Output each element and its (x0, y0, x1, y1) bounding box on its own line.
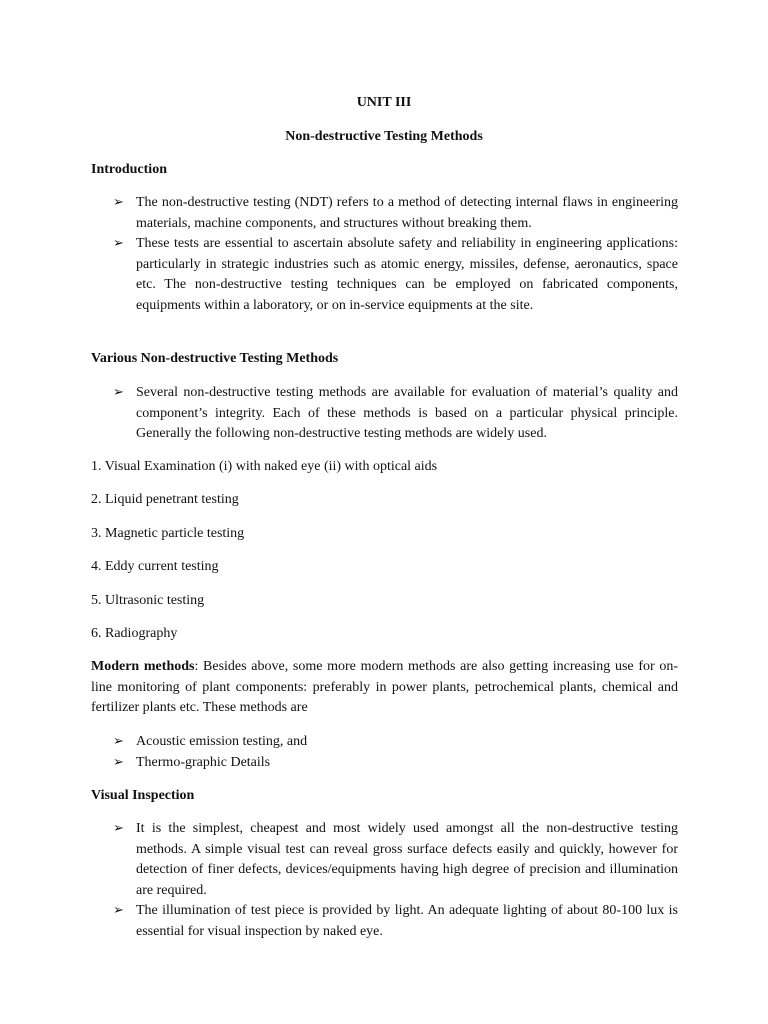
modern-methods-label: Modern methods (91, 659, 195, 674)
list-item (113, 193, 678, 234)
modern-methods-paragraph (91, 657, 678, 719)
bullet-text: The non-destructive testing (NDT) refers to a method of detecting internal flaws in engineering materials, machine components, and structures without breaking them. (136, 195, 678, 231)
modern-methods-bullets (113, 732, 678, 773)
introduction-bullets (113, 193, 678, 316)
arrow-bullet-icon: ➢ (113, 385, 124, 400)
visual-inspection-bullets (113, 819, 678, 942)
arrow-bullet-icon: ➢ (113, 754, 124, 770)
introduction-heading: Introduction (91, 162, 167, 177)
methods-heading: Various Non-destructive Testing Methods (91, 351, 339, 366)
arrow-bullet-icon: ➢ (113, 734, 124, 749)
method-item-ultrasonic: 5. Ultrasonic testing (91, 593, 205, 608)
method-item-magnetic-particle: 3. Magnetic particle testing (91, 526, 245, 541)
arrow-bullet-icon: ➢ (113, 236, 124, 251)
method-item-radiography: 6. Radiography (91, 626, 178, 641)
unit-title: UNIT III (356, 95, 412, 110)
method-item-liquid-penetrant: 2. Liquid penetrant testing (91, 492, 239, 507)
bullet-text: Several non-destructive testing methods are available for evaluation of material’s quality and component’s integrity. Each of these methods is based on a particular physical principle. Generally the following non-destructive testing methods are widely used. (136, 385, 678, 441)
list-item (113, 819, 678, 901)
bullet-text: It is the simplest, cheapest and most widely used amongst all the non-destructive testing methods. A simple visual test can reveal gross surface defects easily and quickly, however for detection of finer defects, devices/equipments having high degree of precision and illumination are required. (136, 821, 678, 898)
document-title: Non-destructive Testing Methods (285, 129, 483, 144)
list-item (113, 383, 678, 445)
bullet-text: Acoustic emission testing, and (136, 734, 308, 749)
method-item-visual: 1. Visual Examination (i) with naked eye (ii) with optical aids (91, 459, 438, 474)
arrow-bullet-icon: ➢ (113, 821, 124, 836)
methods-bullets (113, 383, 678, 445)
modern-methods-text: : Besides above, some more modern methods are also getting increasing use for on-line monitoring of plant components: preferably in power plants, petrochemical plants, chemical and fertilizer plants etc. These methods are (91, 659, 678, 715)
list-item (113, 901, 678, 942)
arrow-bullet-icon: ➢ (113, 195, 124, 210)
list-item (113, 753, 678, 774)
method-item-eddy-current: 4. Eddy current testing (91, 559, 219, 574)
list-item (113, 234, 678, 316)
list-item (113, 732, 678, 753)
bullet-text: Thermo-graphic Details (136, 754, 271, 770)
visual-inspection-heading: Visual Inspection (91, 788, 195, 803)
bullet-text: The illumination of test piece is provided by light. An adequate lighting of about 80-100 lux is essential for visual inspection by naked eye. (136, 903, 678, 939)
bullet-text: These tests are essential to ascertain absolute safety and reliability in engineering applications: particularly in strategic industries such as atomic energy, missiles, defense, aeronautics, space etc. The non-destructive testing techniques can be employed on fabricated components, equipments within a laboratory, or on in-service equipments at the site. (136, 236, 678, 313)
arrow-bullet-icon: ➢ (113, 903, 124, 918)
